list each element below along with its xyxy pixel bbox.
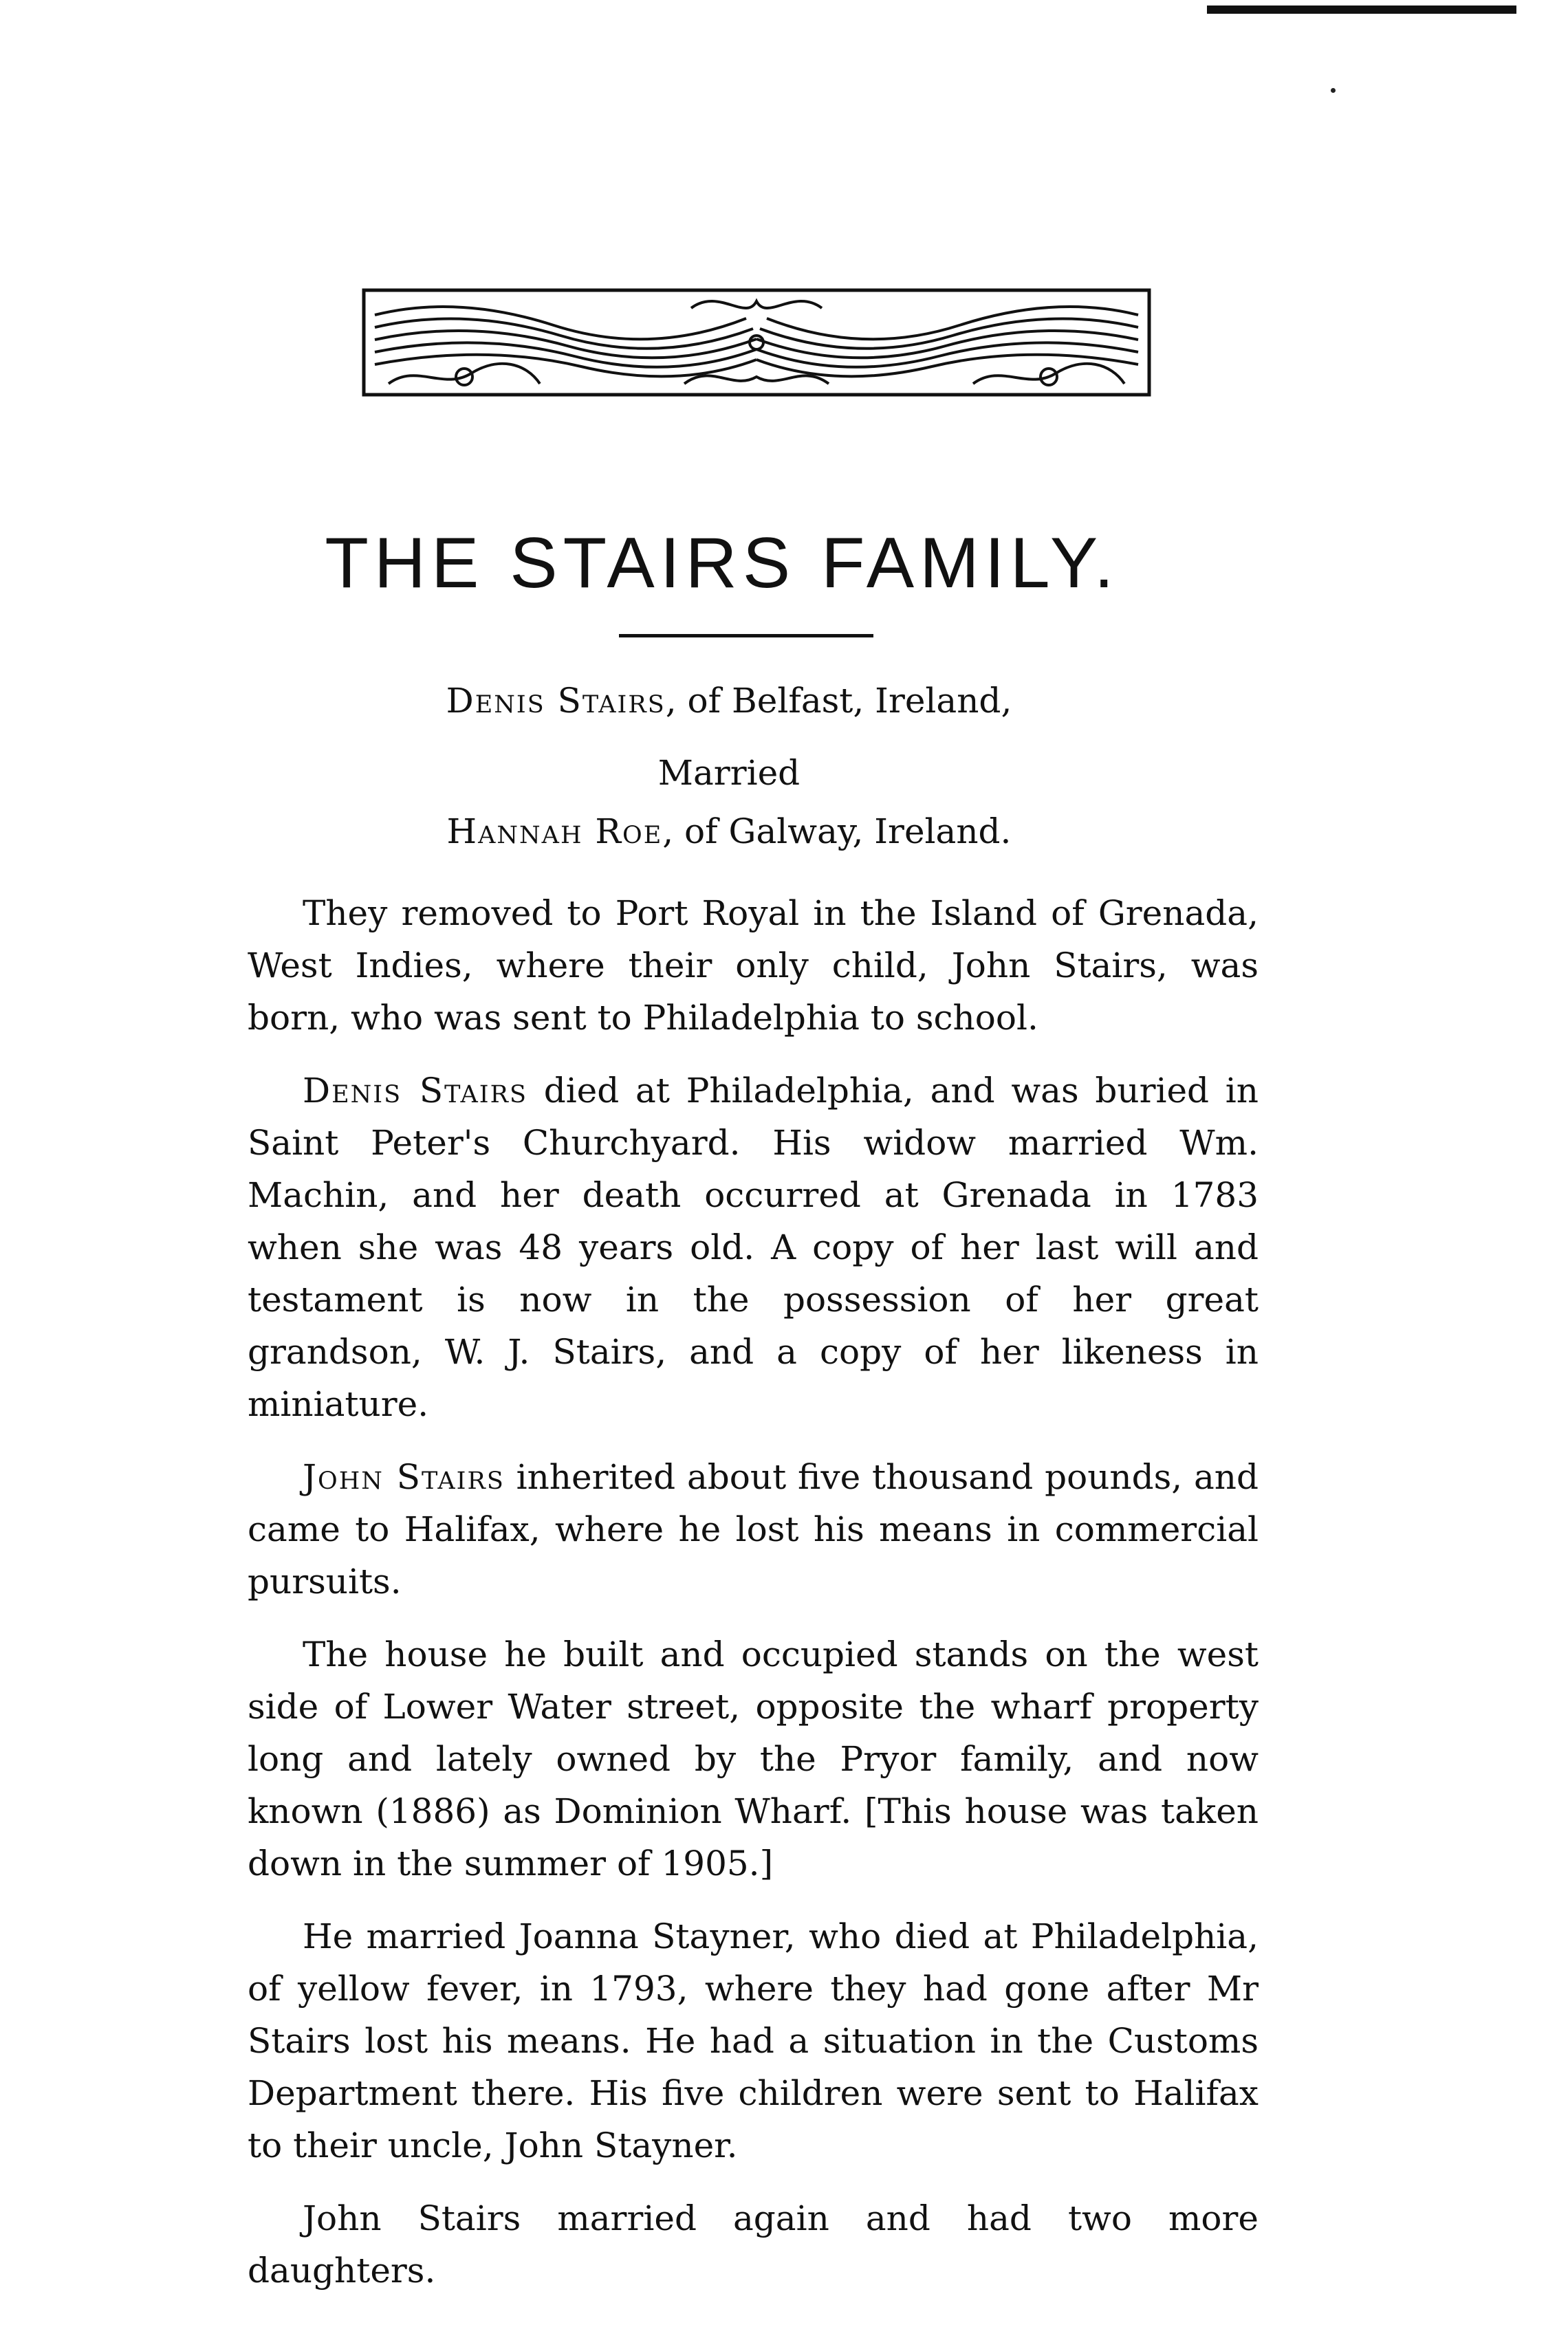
- page-title: THE STAIRS FAMILY.: [325, 523, 1120, 603]
- paragraph-2: [248, 1064, 1259, 1430]
- heading-line-1-rest: , of Belfast, Ireland,: [665, 681, 1012, 721]
- paragraph-text: The house he built and occupied stands on the west side of Lower Water street, opposite the wharf property long and lately owned by the Pryor family, and now known (1886) as Dominion Wharf. [This house was taken down in the summer of 1905.]: [248, 1635, 1259, 1883]
- body-text: [248, 887, 1259, 2317]
- person-name-hannah: Hannah Roe: [446, 811, 663, 851]
- paragraph-text: They removed to Port Royal in the Island of Grenada, West Indies, where their only child, John Stairs, was born, who was sent to Philadelphia to school.: [248, 893, 1259, 1038]
- title-underline-rule: [619, 634, 873, 637]
- paragraph-5: [248, 1910, 1259, 2172]
- heading-line-3: [0, 811, 1458, 851]
- paragraph-6: [248, 2192, 1259, 2297]
- paragraph-text: inherited about five thousand pounds, and came to Halifax, where he lost his means in commercial pursuits.: [248, 1457, 1259, 1602]
- paragraph-3: [248, 1451, 1259, 1608]
- paragraph-1: [248, 887, 1259, 1044]
- paragraph-text: John Stairs married again and had two more daughters.: [248, 2198, 1259, 2291]
- paragraph-text: He married Joanna Stayner, who died at Philadelphia, of yellow fever, in 1793, where they had gone after Mr Stairs lost his means. He had a situation in the Customs Department there. His five children were sent to Halifax to their uncle, John Stayner.: [248, 1916, 1259, 2165]
- heading-line-1: [0, 681, 1458, 721]
- top-edge-rule: [1207, 6, 1516, 14]
- heading-line-3-rest: , of Galway, Ireland.: [662, 811, 1012, 851]
- paragraph-lead: Denis Stairs: [303, 1071, 527, 1111]
- person-name-denis: Denis Stairs: [446, 681, 666, 721]
- paragraph-4: [248, 1628, 1259, 1890]
- married-label: Married: [657, 753, 801, 793]
- paragraph-text: died at Philadelphia, and was buried in Saint Peter's Churchyard. His widow married Wm. Machin, and her death occurred at Grenada in 1783 when she was 48 years old. A copy of her last will and testament is now in the possession of her great grandson, W. J. Stairs, and a copy of her likeness in miniature.: [248, 1071, 1259, 1424]
- ink-speck: [1331, 88, 1336, 93]
- decorative-headpiece-ornament: [361, 287, 1152, 397]
- paragraph-lead: John Stairs: [303, 1457, 505, 1497]
